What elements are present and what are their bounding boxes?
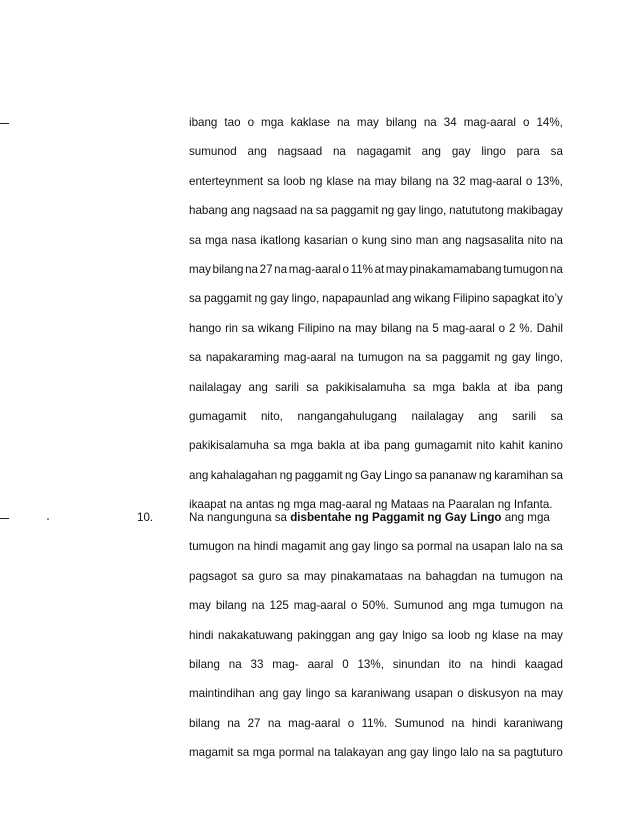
word: karamihan (494, 468, 549, 482)
word: mga (472, 599, 496, 613)
word: iba (514, 380, 530, 394)
word: ang (391, 292, 412, 306)
word: rin (225, 321, 238, 335)
word: ang (329, 540, 349, 554)
word: guro (258, 569, 282, 583)
word: sa (550, 540, 563, 554)
word: may (374, 174, 397, 188)
word: sa (414, 468, 427, 482)
word: karaniwang (351, 687, 411, 701)
word: lingo, (535, 351, 563, 365)
word: kanino (528, 439, 563, 453)
word: lingo, (291, 292, 320, 306)
text-line (189, 176, 563, 205)
word: ang (259, 687, 279, 701)
word: mag-aaral (288, 716, 341, 730)
word: mga (261, 116, 284, 129)
word: lalo (513, 540, 532, 554)
word: may (189, 262, 211, 276)
word: loob (448, 628, 471, 642)
word: nasa (231, 233, 257, 247)
word: sa (241, 321, 255, 335)
text-before-bold: Na nangunguna sa (189, 511, 291, 524)
word: talakayan (334, 746, 384, 760)
word: bakla (462, 380, 491, 394)
word: ibang (189, 116, 218, 129)
word: sa (286, 569, 300, 583)
word: o (350, 599, 358, 613)
word: bilang (189, 657, 220, 671)
word: paggamit (330, 204, 379, 218)
word: makibagay (506, 204, 563, 218)
word: aaral (307, 657, 334, 671)
word: sapagkat (492, 292, 540, 306)
word: kasarian (303, 233, 348, 247)
word: na (482, 569, 496, 583)
word: sa (498, 746, 511, 760)
word: wikang (414, 292, 451, 306)
word: 34 (443, 116, 457, 129)
text-line (189, 747, 563, 776)
word: 11% (350, 262, 373, 276)
word: 27 (259, 262, 273, 276)
word: nagsaad (252, 204, 298, 218)
word: tumugon (499, 599, 546, 613)
word: nito, (260, 409, 283, 423)
word: 2 (508, 321, 516, 335)
word: 0 (342, 657, 349, 671)
word: na (455, 540, 469, 554)
word: man (415, 233, 439, 247)
word: paggamit (204, 292, 252, 306)
word: Sumunod (394, 716, 445, 730)
text-line (189, 541, 563, 570)
word: mga (205, 233, 228, 247)
word: lingo (373, 540, 399, 554)
text-line (189, 205, 563, 234)
word: na (332, 145, 346, 159)
word: na (451, 716, 465, 730)
word: ang (230, 204, 250, 218)
word: Dahil (536, 321, 563, 335)
word: ng (474, 628, 488, 642)
word: kaagad (524, 657, 563, 671)
word: sinundan (392, 657, 440, 671)
word: mag-aaral (293, 599, 346, 613)
word: bilang (400, 174, 432, 188)
text-line (189, 688, 563, 717)
word: na (523, 687, 537, 701)
word: tao (224, 116, 241, 129)
item-10-first-line (189, 512, 563, 541)
word: nagsaad (277, 145, 323, 159)
word: pormal (278, 746, 315, 760)
word: napakaraming (205, 351, 280, 365)
word: ang (442, 233, 462, 247)
word: ng (254, 292, 268, 306)
word: na (550, 233, 563, 247)
word: may (356, 116, 379, 129)
word: 13%, (357, 657, 384, 671)
word: sa (412, 380, 426, 394)
text-line (189, 659, 563, 688)
word: ang (448, 599, 468, 613)
text-line (189, 382, 563, 411)
word: ang (247, 145, 267, 159)
word: na (340, 351, 354, 365)
word: na (338, 321, 352, 335)
word: iba (364, 439, 380, 453)
text-line (189, 352, 563, 381)
word: pang (537, 380, 563, 394)
text-after-bold: ang mga (501, 511, 550, 524)
word: na (407, 351, 421, 365)
word: pakikisalamuha (189, 439, 269, 453)
word: kung (361, 233, 387, 247)
word: o (525, 174, 533, 188)
word: Lingo (383, 468, 413, 482)
word: lalo (460, 746, 479, 760)
word: 13%, (536, 174, 563, 188)
word: sa (550, 409, 563, 423)
word: na (227, 716, 241, 730)
word: ang (387, 746, 407, 760)
word: ng (279, 468, 293, 482)
word: sa (273, 439, 286, 453)
word: o (247, 116, 255, 129)
word: na (237, 540, 251, 554)
word: kahit (499, 439, 525, 453)
word: na (534, 540, 548, 554)
word: o (351, 233, 359, 247)
word: may (541, 628, 563, 642)
word: na (267, 716, 281, 730)
word: na (550, 599, 563, 613)
word: sino (390, 233, 412, 247)
word: ang (248, 380, 268, 394)
word: paggamit (294, 468, 343, 482)
word: na (300, 204, 313, 218)
word: gumagamit (414, 439, 472, 453)
word: natututong (449, 204, 504, 218)
word: hindi (189, 628, 214, 642)
word: pakinggan (297, 628, 351, 642)
word: na (549, 569, 563, 583)
word: lingo (481, 145, 506, 159)
word: ang (421, 145, 441, 159)
word: pananaw (429, 468, 477, 482)
word: napapaunlad (322, 292, 390, 306)
text-line (189, 470, 563, 499)
word: klase (326, 174, 354, 188)
word: gay (282, 687, 302, 701)
word: tumugon (358, 351, 404, 365)
word: nailalagay (411, 409, 464, 423)
word: bilang (380, 321, 412, 335)
word: sa (431, 628, 444, 642)
item-number: 10. (137, 511, 154, 524)
margin-mark-top (0, 123, 9, 124)
word: usapan (471, 540, 510, 554)
word: sa (189, 292, 202, 306)
word: mag-aaral (463, 116, 516, 129)
text-line (189, 323, 563, 352)
word: hango (189, 321, 222, 335)
word: o (498, 321, 506, 335)
word: ito’y (542, 292, 563, 306)
word: na (423, 116, 437, 129)
word: may (355, 321, 377, 335)
word: kahalagahan (210, 468, 278, 482)
word: gay (397, 204, 416, 218)
word: %. (519, 321, 533, 335)
word: sa (306, 380, 319, 394)
word: bakla (317, 439, 346, 453)
margin-dot (47, 518, 49, 520)
word: sa (236, 746, 250, 760)
word: bilang (215, 599, 247, 613)
word: tumugon (189, 540, 235, 554)
text-line (189, 411, 563, 440)
word: nangangahulugang (297, 409, 397, 423)
word: sa (241, 569, 254, 583)
word: sa (267, 174, 280, 188)
word: gay (379, 628, 398, 642)
word: nito (527, 233, 547, 247)
word: mga (290, 439, 313, 453)
word: ang (355, 628, 375, 642)
word: mag- (272, 657, 299, 671)
word: na (245, 262, 259, 276)
text-line (189, 630, 563, 659)
word: na (435, 174, 449, 188)
text-line (189, 264, 563, 293)
word: bilang (385, 116, 417, 129)
word: nagsasalita (465, 233, 524, 247)
word: pagtuturo (513, 746, 563, 760)
word: na (228, 657, 242, 671)
word: hindi (253, 540, 279, 554)
word: o (347, 716, 355, 730)
word: 33 (250, 657, 264, 671)
word: gay (511, 351, 531, 365)
word: ng (309, 174, 323, 188)
word: na (407, 569, 421, 583)
word: sa (189, 233, 202, 247)
word: paggamit (442, 351, 490, 365)
word: na (357, 174, 371, 188)
word: na (251, 599, 265, 613)
word: ng (381, 204, 395, 218)
word: sa (189, 351, 202, 365)
word: lingo (305, 687, 331, 701)
word: Gay (360, 468, 382, 482)
word: na (415, 321, 429, 335)
word: karaniwang (503, 716, 563, 730)
word: mga (432, 380, 456, 394)
word: na (317, 746, 331, 760)
word: nakakatuwang (218, 628, 293, 642)
word: pakikisalamuha (325, 380, 406, 394)
word: Filipino (452, 292, 490, 306)
margin-mark-item-10 (0, 518, 9, 519)
word: o (522, 116, 530, 129)
word: tumugon (499, 569, 546, 583)
word: bilang (189, 716, 220, 730)
word: lnigo (402, 628, 427, 642)
word: sarili (275, 380, 299, 394)
word: at (497, 380, 508, 394)
word: kaklase (290, 116, 330, 129)
word: sa (425, 351, 438, 365)
word: ikatlong (260, 233, 301, 247)
word: para (516, 145, 540, 159)
text-line (189, 571, 563, 600)
word: may (304, 569, 326, 583)
word: mag-aaral (283, 351, 337, 365)
word: klase (492, 628, 520, 642)
word: may (189, 599, 211, 613)
word: sarili (512, 409, 537, 423)
word: may (541, 687, 563, 701)
word: nailalagay (189, 380, 242, 394)
item-10-paragraph (189, 512, 563, 777)
word: at (374, 262, 385, 276)
word: ang (478, 409, 498, 423)
word: sumunod (189, 145, 237, 159)
word: at (349, 439, 360, 453)
text-line (189, 117, 563, 146)
word: magamit (281, 540, 326, 554)
word: loob (283, 174, 306, 188)
word: pinakamamabang (409, 262, 502, 276)
word: lingo, (418, 204, 447, 218)
word: o (342, 262, 349, 276)
bold-heading-phrase: disbentahe ng Paggamit ng Gay Lingo (290, 511, 502, 524)
word: 50%. (362, 599, 389, 613)
word: 27 (247, 716, 261, 730)
word: nito (476, 439, 496, 453)
paragraph-continuation (189, 117, 563, 528)
word: na (469, 657, 483, 671)
word: mga (252, 746, 276, 760)
word: ng (494, 351, 508, 365)
word: sa (401, 540, 414, 554)
word: pagsagot (189, 569, 237, 583)
text-line (189, 718, 563, 747)
word: pormal (416, 540, 453, 554)
word: na (481, 746, 495, 760)
word: ng (344, 468, 358, 482)
word: diskusyon (467, 687, 520, 701)
text-line (189, 600, 563, 629)
word: Filipino (297, 321, 335, 335)
word: gay (410, 746, 429, 760)
word: maintindihan (189, 687, 255, 701)
word: pang (384, 439, 410, 453)
word: 14%, (536, 116, 563, 129)
text-line (189, 293, 563, 322)
text-line (189, 146, 563, 175)
word: magamit (189, 746, 234, 760)
word: sa (315, 204, 328, 218)
word: habang (189, 204, 228, 218)
word: mag-aaral (469, 174, 522, 188)
word: wikang (257, 321, 294, 335)
word: mag-aaral (288, 262, 341, 276)
item-10-first-line-lead (189, 512, 550, 541)
word: na (523, 628, 537, 642)
word: sa (550, 145, 563, 159)
word: 5 (432, 321, 439, 335)
word: Sumunod (393, 599, 444, 613)
word: 11%. (361, 716, 388, 730)
word: sa (334, 687, 347, 701)
word: hindi (491, 657, 517, 671)
word: ang (189, 468, 209, 482)
word: o (457, 687, 464, 701)
word: na (274, 262, 288, 276)
word: ng (478, 468, 492, 482)
word: mag-aaral (442, 321, 495, 335)
word: may (385, 262, 408, 276)
text-line: ikaapat na antas ng mga mag-aaral ng Mataas na Paaralan ng Infanta. (189, 498, 553, 512)
word: gay (451, 145, 471, 159)
word: na (336, 116, 350, 129)
text-line (189, 440, 563, 469)
word: hindi (471, 716, 497, 730)
word: ito (448, 657, 461, 671)
word: nagagamit (356, 145, 411, 159)
word: tumugon (503, 262, 549, 276)
word: sa (550, 468, 563, 482)
word: bilang (212, 262, 244, 276)
word: enterteynment (189, 174, 264, 188)
word: gay (351, 540, 371, 554)
word: bahagdan (425, 569, 478, 583)
word: gumagamit (189, 409, 247, 423)
word: lingo (432, 746, 457, 760)
word: gay (270, 292, 289, 306)
word: 125 (269, 599, 289, 613)
word: pinakamataas (330, 569, 403, 583)
word: 32 (452, 174, 466, 188)
word: usapan (414, 687, 453, 701)
word: na (549, 262, 563, 276)
text-line (189, 235, 563, 264)
